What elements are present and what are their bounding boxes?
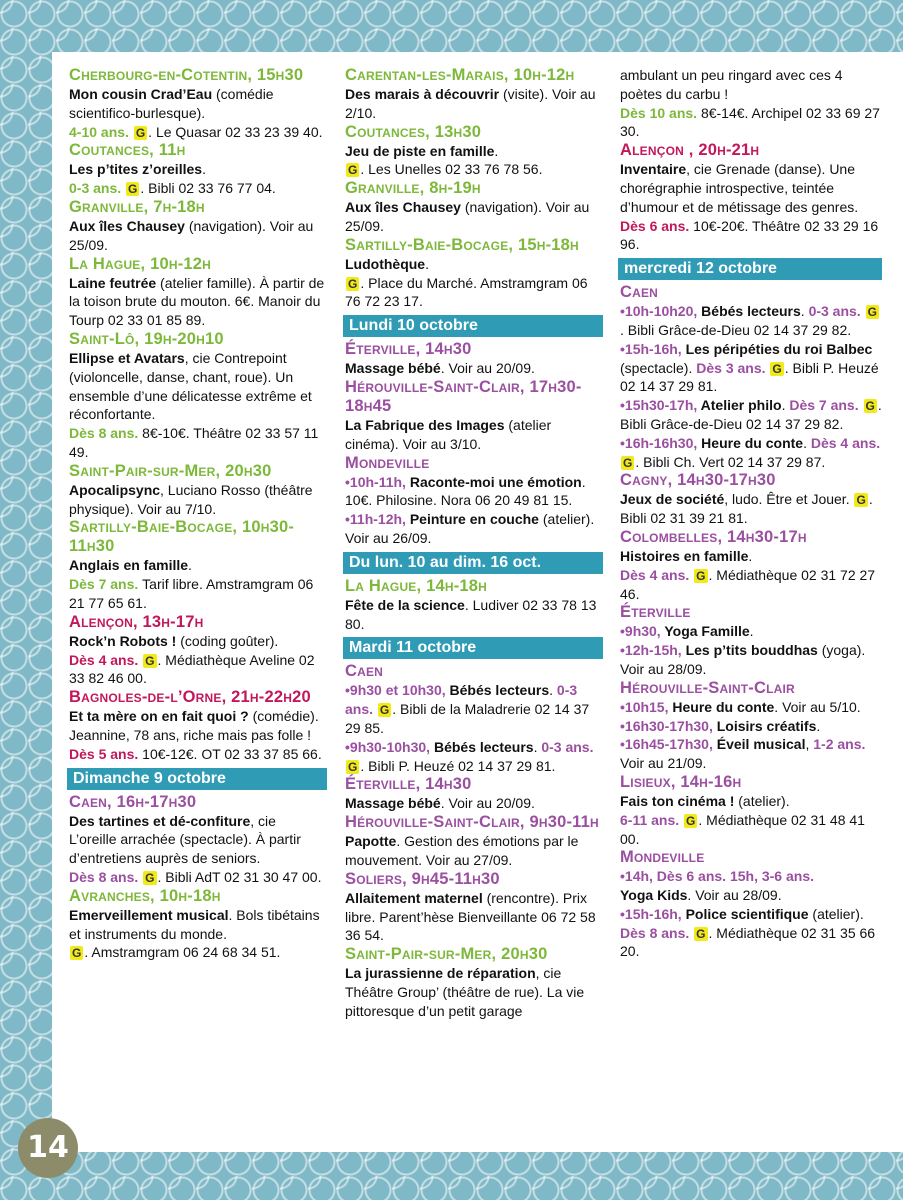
- event-description: [345, 832, 603, 870]
- day-header: Dimanche 9 octobre: [67, 768, 327, 790]
- event-text: . Place du Marché. Amstramgram 06 76 72 23 17.: [345, 274, 588, 310]
- event-text: (comédie scientifico-burlesque).: [69, 86, 274, 121]
- event-title: Massage bébé: [345, 795, 441, 812]
- event-title: Les péripéties du roi Balbec: [685, 340, 873, 357]
- event-description: [345, 274, 603, 312]
- event-location-time: Hérouville-Saint-Clair, 9h30-11h: [345, 813, 599, 832]
- age-or-time-label: Dès 3 ans.: [696, 359, 770, 376]
- event-text: , cie Théâtre Group’ (théâtre de rue). La vie pittoresque d’un petit garage: [345, 965, 585, 1019]
- event-text: .: [803, 434, 811, 451]
- free-badge-icon: G: [348, 759, 358, 774]
- event-text: . Médiathèque Aveline 02 33 82 46 00.: [69, 651, 315, 687]
- age-or-time-label: Dès 7 ans.: [789, 397, 863, 414]
- age-or-time-label: 1-2 ans.: [813, 736, 866, 753]
- event-text: . Ludiver 02 33 78 13 80.: [345, 596, 597, 632]
- event-text: , cie L’oreille arrachée (spectacle). À partir d’entretiens auprès de seniors.: [69, 812, 301, 867]
- event-location-time: Granville, 8h-19h: [345, 179, 481, 198]
- event-description: [345, 889, 603, 945]
- event-title: Rock’n Robots !: [69, 632, 177, 649]
- column-content: [620, 66, 882, 961]
- event-text: , Luciano Rosso (théâtre physique). Voir au 7/10.: [69, 481, 313, 517]
- agenda-page: [52, 52, 903, 1152]
- event-location-time: Cherbourg-en-Cotentin, 15h30: [69, 66, 304, 84]
- event-description: [345, 794, 603, 813]
- age-or-time-label: •14h, Dès 6 ans. 15h, 3-6 ans.: [620, 868, 814, 885]
- event-text: .: [202, 161, 206, 178]
- age-or-time-label: Dès 6 ans.: [620, 217, 694, 234]
- event-text: . Bibli de la Maladrerie 02 14 37 29 85.: [345, 701, 590, 736]
- event-text: . Bols tibétains et instruments du monde.: [69, 906, 320, 942]
- event-text: . Le Quasar 02 33 23 39 40.: [148, 123, 323, 140]
- event-description: [620, 905, 882, 961]
- event-description: [620, 104, 882, 142]
- event-text: .: [781, 397, 790, 414]
- event-description: [620, 735, 882, 773]
- event-description: [620, 217, 882, 255]
- event-location-time: Mondeville: [620, 848, 705, 867]
- event-description: [345, 596, 603, 634]
- event-text: ,: [805, 736, 814, 753]
- event-location-time: Mondeville: [345, 453, 430, 472]
- event-title: Jeux de société: [620, 491, 725, 508]
- event-location-time: Granville, 7h-18h: [69, 197, 205, 216]
- event-description: [69, 349, 327, 424]
- age-or-time-label: •10h15,: [620, 698, 673, 715]
- event-text: 10€-12€. OT 02 33 37 85 66.: [142, 745, 322, 762]
- event-title: Jeu de piste en famille: [345, 142, 495, 159]
- event-text: (atelier famille). À partir de la toison brute du mouton. 6€. Manoir du Tourp 02 33 01 85 89.: [69, 274, 325, 329]
- event-location-time: Avranches, 10h-18h: [69, 886, 221, 905]
- age-or-time-label: •9h30-10h30,: [345, 738, 434, 755]
- event-text: 8€-10€. Théâtre 02 33 57 11 49.: [69, 425, 319, 460]
- event-location-time: Caen: [345, 662, 384, 681]
- age-or-time-label: Dès 4 ans.: [810, 434, 881, 451]
- day-header: mercredi 12 octobre: [618, 258, 882, 280]
- event-description: [620, 396, 882, 434]
- event-title: Bébés lecteurs: [433, 738, 534, 755]
- column-content: [345, 66, 603, 1021]
- event-title: Emerveillement musical: [69, 906, 229, 923]
- age-or-time-label: Dès 4 ans.: [620, 566, 694, 583]
- event-location-time: Lisieux, 14h-16h: [620, 772, 742, 791]
- event-title: Mon cousin Crad’Eau: [69, 86, 213, 102]
- event-text: (atelier). Voir au 26/09.: [345, 511, 595, 546]
- event-title: Loisirs créatifs: [716, 717, 817, 734]
- event-text: (navigation). Voir au 25/09.: [345, 199, 590, 234]
- event-location-time: Coutances, 11h: [69, 141, 186, 160]
- free-badge-icon: G: [686, 813, 696, 828]
- event-title: Aux îles Chausey: [345, 199, 461, 216]
- event-text: . Bibli 02 31 39 21 81.: [620, 491, 873, 527]
- event-location-time: Saint-Pair-sur-Mer, 20h30: [345, 945, 548, 964]
- event-text: . Bibli Grâce-de-Dieu 02 14 37 29 82.: [620, 321, 852, 338]
- event-description: [620, 490, 882, 528]
- column-content: [69, 66, 327, 962]
- event-text: 8€-14€. Archipel 02 33 69 27 30.: [620, 104, 880, 140]
- event-text: . Bibli Grâce-de-Dieu 02 14 37 29 82.: [620, 397, 882, 432]
- event-text: . Médiathèque 02 31 35 66 20.: [620, 924, 876, 960]
- age-or-time-label: 0-3 ans.: [69, 180, 126, 197]
- event-description: [620, 566, 882, 604]
- free-badge-icon: G: [135, 125, 146, 140]
- event-description: [620, 302, 882, 340]
- age-or-time-label: Dès 8 ans.: [620, 924, 694, 941]
- event-description: [345, 738, 603, 776]
- event-description: [345, 416, 603, 454]
- event-description: [69, 85, 327, 123]
- event-description: [620, 792, 882, 811]
- event-location-time: Alençon, 13h-17h: [69, 612, 204, 631]
- event-title: Heure du conte: [672, 698, 775, 715]
- age-or-time-label: •9h30 et 10h30,: [345, 682, 450, 699]
- event-title: Papotte: [345, 833, 397, 850]
- event-text: , ludo. Être et Jouer.: [724, 491, 854, 508]
- event-title: Fais ton cinéma !: [620, 792, 735, 809]
- event-location-time: Éterville: [620, 603, 691, 622]
- event-description: [69, 424, 327, 462]
- event-description: [69, 123, 327, 142]
- event-description: [345, 964, 603, 1020]
- event-title: Des marais à découvrir: [345, 86, 500, 102]
- event-description: [620, 811, 882, 849]
- event-text: (atelier cinéma). Voir au 3/10.: [345, 416, 552, 452]
- age-or-time-label: Dès 8 ans.: [69, 868, 143, 885]
- event-text: . Bibli Ch. Vert 02 14 37 29 87.: [635, 453, 826, 470]
- event-location-time: Saint-Lô, 19h-20h10: [69, 329, 224, 348]
- age-or-time-label: 0-3 ans.: [345, 682, 578, 718]
- event-description: [345, 681, 603, 737]
- age-or-time-label: Dès 5 ans.: [69, 745, 143, 762]
- event-description: [69, 906, 327, 944]
- event-description: [620, 547, 882, 566]
- event-title: Bébés lecteurs: [701, 303, 801, 320]
- event-description: [620, 886, 882, 905]
- event-description: [69, 707, 327, 745]
- event-location-time: Alençon , 20h-21h: [620, 141, 760, 160]
- event-location-time: Sartilly-Baie-Bocage, 15h-18h: [345, 235, 579, 254]
- event-description: [345, 359, 603, 378]
- event-location-time: Cagny, 14h30-17h30: [620, 471, 776, 490]
- event-description: [69, 556, 327, 575]
- event-description: [620, 340, 882, 396]
- event-title: Les p’tits bouddhas: [685, 642, 818, 659]
- age-or-time-label: •16h-16h30,: [620, 434, 702, 451]
- age-or-time-label: •16h45-17h30,: [620, 736, 717, 753]
- event-title: Les p’tites z’oreilles: [69, 161, 203, 178]
- age-or-time-label: •9h30,: [620, 623, 665, 640]
- event-location-time: La Hague, 14h-18h: [345, 576, 488, 595]
- event-description: [69, 651, 327, 689]
- event-text: . Gestion des émotions par le mouvement. Voir au 27/09.: [345, 833, 579, 868]
- event-title: Aux îles Chausey: [69, 217, 185, 234]
- event-title: Yoga Famille: [664, 623, 750, 640]
- event-title: Éveil musical: [716, 736, 806, 753]
- event-description: [345, 142, 603, 161]
- event-text: .: [494, 142, 499, 159]
- free-badge-icon: G: [696, 568, 706, 583]
- event-title: Ludothèque: [345, 255, 426, 272]
- age-or-time-label: Dès 4 ans.: [69, 651, 143, 668]
- age-or-time-label: •15h30-17h,: [620, 397, 701, 414]
- day-header: Du lun. 10 au dim. 16 oct.: [343, 552, 603, 574]
- free-badge-icon: G: [379, 703, 390, 718]
- free-badge-icon: G: [72, 946, 82, 961]
- event-title: Allaitement maternel: [345, 889, 483, 906]
- event-description: [345, 85, 603, 123]
- age-or-time-label: 4-10 ans.: [69, 123, 133, 140]
- event-title: Heure du conte: [701, 434, 804, 451]
- event-description: [620, 622, 882, 641]
- event-location-time: Saint-Pair-sur-Mer, 20h30: [69, 461, 272, 480]
- event-text: . Voir au 20/09.: [440, 795, 535, 812]
- event-text: . Bibli P. Heuzé 02 14 37 29 81.: [360, 757, 556, 774]
- event-text: Voir au 21/09.: [620, 755, 707, 772]
- free-badge-icon: G: [348, 163, 358, 178]
- age-or-time-label: Dès 8 ans.: [69, 425, 143, 442]
- event-title: Yoga Kids: [620, 887, 688, 904]
- event-text: (yoga). Voir au 28/09.: [620, 642, 866, 677]
- event-text: (comédie). Jeannine, 78 ans, riche mais pas folle !: [69, 708, 319, 743]
- event-text: . Voir au 20/09.: [440, 360, 535, 377]
- event-title: Fête de la science: [345, 596, 465, 613]
- event-title: Police scientifique: [685, 905, 809, 922]
- column-2: [345, 66, 603, 1021]
- event-title: Laine feutrée: [69, 274, 157, 291]
- event-description: [620, 160, 882, 216]
- event-description: [620, 717, 882, 736]
- event-text: . Bibli AdT 02 31 30 47 00.: [157, 868, 322, 885]
- event-text: ambulant un peu ringard avec ces 4 poètes du carbu !: [620, 67, 843, 102]
- event-location-time: La Hague, 10h-12h: [69, 254, 212, 273]
- event-description: [345, 160, 603, 179]
- event-description: [69, 160, 327, 179]
- event-title: Apocalipsync: [69, 481, 161, 498]
- event-location-time: Sartilly-Baie-Bocage, 10h30-11h30: [69, 518, 295, 556]
- event-description: [69, 868, 327, 887]
- event-text: . Amstramgram 06 24 68 34 51.: [84, 944, 281, 961]
- event-text: (rencontre). Prix libre. Parent’hèse Bienveillante 06 72 58 36 54.: [345, 889, 596, 944]
- age-or-time-label: 0-3 ans.: [808, 303, 865, 320]
- event-text: 10€-20€. Théâtre 02 33 29 16 96.: [620, 217, 879, 253]
- event-text: .: [533, 738, 542, 755]
- age-or-time-label: •11h-12h,: [345, 511, 410, 528]
- event-description: [69, 217, 327, 255]
- event-text: . Bibli 02 33 76 77 04.: [140, 180, 276, 197]
- event-text: . Médiathèque 02 31 72 27 46.: [620, 566, 876, 602]
- event-location-time: Colombelles, 14h30-17h: [620, 527, 807, 546]
- event-text: .: [549, 682, 557, 699]
- event-description: [620, 698, 882, 717]
- event-location-time: Hérouville-Saint-Clair: [620, 678, 795, 697]
- age-or-time-label: •15h-16h,: [620, 340, 686, 357]
- event-text: (visite). Voir au 2/10.: [345, 86, 596, 121]
- event-text: . Voir au 28/09.: [687, 887, 782, 904]
- event-text: .: [748, 547, 753, 564]
- event-location-time: Caen: [620, 283, 659, 302]
- event-description: [69, 745, 327, 764]
- day-header: Mardi 11 octobre: [343, 637, 603, 659]
- event-title: La Fabrique des Images: [345, 416, 505, 433]
- age-or-time-label: Dès 10 ans.: [620, 104, 701, 121]
- free-badge-icon: G: [865, 399, 875, 414]
- free-badge-icon: G: [696, 926, 706, 941]
- event-text: (atelier).: [808, 905, 864, 922]
- event-text: , cie Grenade (danse). Une chorégraphie introspective, teintée d’humour et de métissage des genres.: [620, 161, 859, 215]
- event-description: [345, 510, 603, 548]
- event-text: .: [425, 255, 429, 272]
- event-text: . Bibli P. Heuzé 02 14 37 29 81.: [620, 359, 879, 395]
- age-or-time-label: •15h-16h,: [620, 905, 686, 922]
- event-title: Ellipse et Avatars: [69, 349, 185, 366]
- event-text: .: [800, 303, 809, 320]
- free-badge-icon: G: [772, 361, 782, 376]
- event-title: Des tartines et dé-confiture: [69, 812, 251, 829]
- event-title: Inventaire: [620, 161, 687, 178]
- event-title: Peinture en couche: [409, 511, 539, 528]
- event-text: . Médiathèque 02 31 48 41 00.: [620, 811, 865, 847]
- event-text: (spectacle).: [620, 359, 697, 376]
- event-description: [69, 632, 327, 651]
- event-location-time: Caen, 16h-17h30: [69, 792, 197, 811]
- event-description: [620, 867, 882, 886]
- free-badge-icon: G: [348, 276, 358, 291]
- event-title: Et ta mère on en fait quoi ?: [69, 708, 249, 725]
- event-description: [69, 274, 327, 330]
- event-location-time: Coutances, 13h30: [345, 122, 482, 141]
- free-badge-icon: G: [145, 870, 155, 885]
- age-or-time-label: •10h-10h20,: [620, 303, 702, 320]
- event-location-time: Hérouville-Saint-Clair, 17h30-18h45: [345, 377, 582, 415]
- event-text: . Voir au 5/10.: [774, 698, 861, 715]
- event-description: [69, 812, 327, 868]
- event-location-time: Bagnoles-de-l’Orne, 21h-22h20: [69, 688, 311, 707]
- age-or-time-label: 6-11 ans.: [620, 811, 684, 828]
- event-text: .: [188, 557, 192, 574]
- event-location-time: Soliers, 9h45-11h30: [345, 869, 500, 888]
- event-description: [345, 255, 603, 274]
- free-badge-icon: G: [856, 493, 866, 508]
- event-title: Bébés lecteurs: [449, 682, 550, 699]
- column-1: [69, 66, 327, 962]
- event-title: La jurassienne de réparation: [345, 965, 536, 982]
- event-description: [69, 481, 327, 519]
- event-description: [345, 473, 603, 511]
- event-text: (atelier).: [734, 792, 790, 809]
- age-or-time-label: •10h-11h,: [345, 473, 410, 490]
- free-badge-icon: G: [145, 653, 155, 668]
- age-or-time-label: •12h-15h,: [620, 642, 686, 659]
- event-title: Raconte-moi une émotion: [409, 473, 582, 490]
- free-badge-icon: G: [623, 455, 633, 470]
- event-location-time: Éterville, 14h30: [345, 775, 472, 794]
- free-badge-icon: G: [867, 305, 877, 320]
- day-header: Lundi 10 octobre: [343, 315, 603, 337]
- age-or-time-label: Dès 7 ans.: [69, 576, 143, 593]
- event-text: .: [816, 717, 821, 734]
- event-description: [620, 641, 882, 679]
- event-description: [69, 179, 327, 198]
- event-description: [620, 434, 882, 472]
- event-title: Histoires en famille: [620, 547, 749, 564]
- event-text: Tarif libre. Amstramgram 06 21 77 65 61.: [69, 576, 314, 611]
- event-location-time: Éterville, 14h30: [345, 340, 472, 359]
- event-description: [345, 198, 603, 236]
- age-or-time-label: 0-3 ans.: [541, 738, 594, 755]
- event-text: (navigation). Voir au 25/09.: [69, 217, 314, 253]
- age-or-time-label: •16h30-17h30,: [620, 717, 717, 734]
- event-location-time: Carentan-les-Marais, 10h-12h: [345, 66, 575, 84]
- page-number-badge: 14: [18, 1118, 78, 1178]
- event-description: [620, 66, 882, 104]
- event-title: Massage bébé: [345, 360, 441, 377]
- free-badge-icon: G: [128, 182, 138, 197]
- event-text: (coding goûter).: [176, 632, 279, 649]
- event-text: . Les Unelles 02 33 76 78 56.: [360, 161, 543, 178]
- event-text: .: [749, 623, 754, 640]
- event-description: [69, 943, 327, 962]
- event-text: . 10€. Philosine. Nora 06 20 49 81 15.: [345, 473, 586, 509]
- event-description: [69, 575, 327, 613]
- event-title: Atelier philo: [700, 397, 782, 414]
- event-text: , cie Contrepoint (violoncelle, danse, chant, roue). Un ensemble d’une délicatesse extrême et réconfortante.: [69, 349, 312, 423]
- column-3: [620, 66, 882, 961]
- event-title: Anglais en famille: [69, 557, 189, 574]
